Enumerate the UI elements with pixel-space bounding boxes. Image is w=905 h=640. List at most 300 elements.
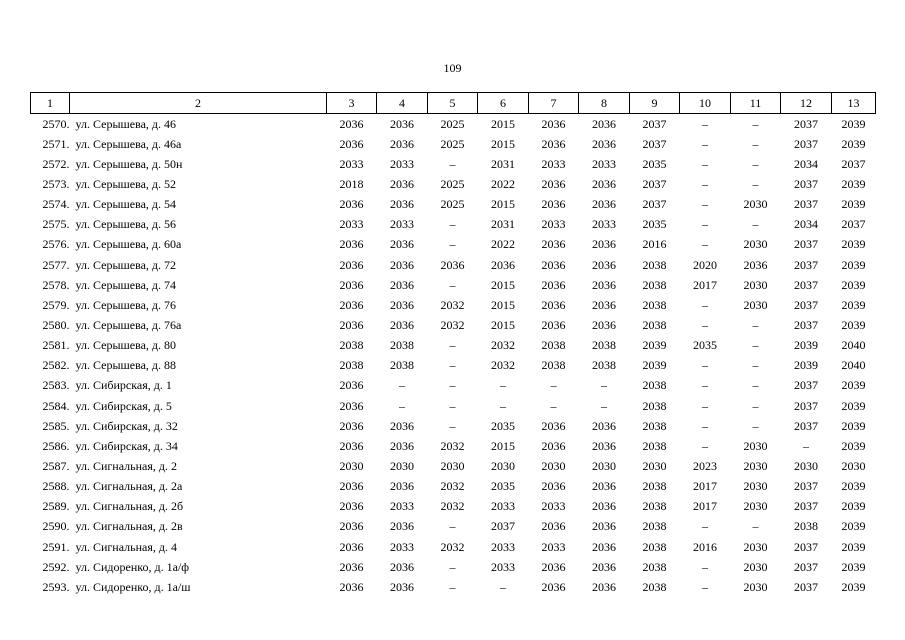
year-cell: – <box>752 317 759 332</box>
year-cell: 2037 <box>794 378 818 393</box>
year-cell: 2036 <box>592 297 616 312</box>
address-cell: ул. Серышева, д. 80 <box>75 338 177 353</box>
year-cell: 2039 <box>841 398 866 413</box>
year-cell: 2036 <box>592 579 616 594</box>
year-cell: – <box>449 559 456 574</box>
address-cell: ул. Сигнальная, д. 2б <box>75 499 184 514</box>
year-cell: 2033 <box>592 217 616 232</box>
year-cell: – <box>752 358 759 373</box>
year-cell: 2030 <box>743 277 768 292</box>
year-cell: 2030 <box>440 458 465 473</box>
year-cell: 2030 <box>592 458 616 473</box>
year-cell: 2039 <box>841 136 866 151</box>
year-cell: 2038 <box>642 438 667 453</box>
year-cell: 2036 <box>390 317 414 332</box>
year-cell: 2038 <box>642 418 667 433</box>
year-cell: 2038 <box>642 277 667 292</box>
year-cell: 2035 <box>693 338 717 353</box>
year-cell: – <box>752 116 759 131</box>
year-cell: 2036 <box>592 519 616 534</box>
address-cell: ул. Сибирская, д. 32 <box>75 418 178 433</box>
year-cell: 2036 <box>541 237 566 252</box>
year-cell: 2039 <box>841 499 866 514</box>
year-cell: 2037 <box>794 277 818 292</box>
year-cell: 2036 <box>541 479 566 494</box>
year-cell: 2036 <box>541 519 566 534</box>
year-cell: 2036 <box>592 136 616 151</box>
table-row <box>31 275 876 295</box>
year-cell: 2033 <box>390 217 414 232</box>
year-cell: 2037 <box>794 237 818 252</box>
year-cell: – <box>399 398 405 413</box>
year-cell: 2030 <box>642 458 667 473</box>
table-row <box>31 577 876 597</box>
column-header: 11 <box>731 93 781 114</box>
year-cell: – <box>550 398 557 413</box>
year-cell: – <box>752 156 759 171</box>
year-cell: 2030 <box>743 479 768 494</box>
column-header: 2 <box>70 93 327 114</box>
year-cell: 2036 <box>339 479 364 494</box>
year-cell: – <box>752 136 759 151</box>
year-cell: 2036 <box>390 519 414 534</box>
year-cell: 2032 <box>440 539 465 554</box>
table-row <box>31 376 876 396</box>
year-cell: – <box>752 338 759 353</box>
year-cell: 2038 <box>339 358 364 373</box>
year-cell: 2039 <box>841 378 866 393</box>
year-cell: 2036 <box>541 438 566 453</box>
year-cell: 2033 <box>491 539 515 554</box>
table-row <box>31 134 876 154</box>
table-row <box>31 537 876 557</box>
year-cell: 2017 <box>693 499 717 514</box>
address-cell: ул. Серышева, д. 76а <box>75 317 182 332</box>
year-cell: 2038 <box>642 579 667 594</box>
year-cell: 2039 <box>841 519 866 534</box>
year-cell: 2030 <box>743 579 768 594</box>
year-cell: – <box>702 317 708 332</box>
year-cell: 2036 <box>592 499 616 514</box>
year-cell: – <box>702 197 708 212</box>
year-cell: – <box>449 358 456 373</box>
year-cell: 2031 <box>491 217 515 232</box>
column-header: 1 <box>31 93 70 114</box>
year-cell: 2036 <box>592 317 616 332</box>
year-cell: 2020 <box>693 257 717 272</box>
year-cell: 2037 <box>794 116 818 131</box>
year-cell: – <box>752 418 759 433</box>
year-cell: 2038 <box>642 297 667 312</box>
year-cell: 2033 <box>390 156 414 171</box>
year-cell: 2036 <box>541 197 566 212</box>
year-cell: 2036 <box>339 398 364 413</box>
year-cell: 2038 <box>642 398 667 413</box>
year-cell: 2036 <box>592 277 616 292</box>
year-cell: – <box>702 418 708 433</box>
year-cell: 2036 <box>390 438 414 453</box>
year-cell: – <box>449 398 456 413</box>
year-cell: 2037 <box>794 197 818 212</box>
year-cell: 2036 <box>339 136 364 151</box>
year-cell: 2036 <box>592 237 616 252</box>
table-row <box>31 557 876 577</box>
year-cell: 2036 <box>390 136 414 151</box>
year-cell: 2039 <box>841 479 866 494</box>
column-header: 5 <box>428 93 478 114</box>
year-cell: 2023 <box>693 458 717 473</box>
address-cell: ул. Серышева, д. 72 <box>75 257 177 272</box>
year-cell: 2036 <box>339 277 364 292</box>
row-number: 2585. <box>42 418 70 433</box>
row-number: 2580. <box>42 317 70 332</box>
year-cell: – <box>752 378 759 393</box>
year-cell: 2038 <box>541 338 566 353</box>
year-cell: – <box>449 519 456 534</box>
table-row <box>31 396 876 416</box>
year-cell: 2025 <box>440 176 465 191</box>
year-cell: 2036 <box>339 539 364 554</box>
column-header: 9 <box>630 93 680 114</box>
year-cell: 2038 <box>642 559 667 574</box>
year-cell: 2030 <box>743 438 768 453</box>
year-cell: 2037 <box>642 176 667 191</box>
year-cell: 2039 <box>841 197 866 212</box>
year-cell: 2037 <box>794 317 818 332</box>
year-cell: – <box>702 378 708 393</box>
year-cell: 2036 <box>390 479 414 494</box>
table-row <box>31 295 876 315</box>
year-cell: 2036 <box>592 539 616 554</box>
year-cell: 2036 <box>339 559 364 574</box>
year-cell: 2037 <box>642 116 667 131</box>
table-row <box>31 436 876 456</box>
year-cell: 2038 <box>592 358 616 373</box>
row-number: 2577. <box>42 257 70 272</box>
year-cell: 2037 <box>794 176 818 191</box>
year-cell: 2038 <box>642 317 667 332</box>
year-cell: 2032 <box>491 358 515 373</box>
year-cell: 2033 <box>339 156 364 171</box>
year-cell: 2033 <box>390 499 414 514</box>
year-cell: 2015 <box>491 136 515 151</box>
year-cell: 2037 <box>794 418 818 433</box>
year-cell: 2036 <box>440 257 465 272</box>
year-cell: 2037 <box>794 539 818 554</box>
year-cell: 2037 <box>841 217 866 232</box>
year-cell: 2040 <box>841 338 866 353</box>
row-number: 2573. <box>42 176 70 191</box>
row-number: 2572. <box>42 156 70 171</box>
year-cell: 2032 <box>440 499 465 514</box>
year-cell: 2032 <box>440 479 465 494</box>
year-cell: 2038 <box>642 519 667 534</box>
year-cell: 2036 <box>541 176 566 191</box>
year-cell: 2032 <box>491 338 515 353</box>
year-cell: 2038 <box>642 479 667 494</box>
row-number: 2576. <box>42 237 70 252</box>
table-row <box>31 215 876 235</box>
year-cell: – <box>702 176 708 191</box>
year-cell: 2037 <box>794 559 818 574</box>
table-body <box>31 114 876 598</box>
year-cell: 2039 <box>841 579 866 594</box>
year-cell: 2036 <box>339 418 364 433</box>
year-cell: 2036 <box>339 297 364 312</box>
year-cell: 2030 <box>743 458 768 473</box>
year-cell: 2037 <box>841 156 866 171</box>
year-cell: 2038 <box>642 378 667 393</box>
year-cell: – <box>752 176 759 191</box>
address-cell: ул. Серышева, д. 88 <box>75 358 177 373</box>
year-cell: 2016 <box>642 237 667 252</box>
year-cell: 2036 <box>339 237 364 252</box>
year-cell: 2016 <box>693 539 717 554</box>
row-number: 2592. <box>42 559 70 574</box>
year-cell: 2040 <box>841 358 866 373</box>
year-cell: 2038 <box>642 499 667 514</box>
year-cell: 2039 <box>841 297 866 312</box>
row-number: 2574. <box>42 197 70 212</box>
year-cell: – <box>500 378 506 393</box>
address-cell: ул. Серышева, д. 46 <box>75 116 177 131</box>
year-cell: 2035 <box>642 156 667 171</box>
year-cell: – <box>702 398 708 413</box>
year-cell: – <box>702 237 708 252</box>
year-cell: 2036 <box>339 317 364 332</box>
year-cell: 2033 <box>592 156 616 171</box>
year-cell: 2036 <box>541 277 566 292</box>
year-cell: 2017 <box>693 277 717 292</box>
row-number: 2581. <box>42 338 70 353</box>
year-cell: 2033 <box>491 499 515 514</box>
table-row <box>31 195 876 215</box>
year-cell: 2039 <box>794 358 818 373</box>
year-cell: 2038 <box>541 358 566 373</box>
year-cell: – <box>752 398 759 413</box>
year-cell: – <box>752 519 759 534</box>
year-cell: 2038 <box>390 338 414 353</box>
year-cell: 2036 <box>339 579 364 594</box>
row-number: 2587. <box>42 458 70 473</box>
year-cell: 2030 <box>743 539 768 554</box>
table-row <box>31 456 876 476</box>
year-cell: 2036 <box>541 136 566 151</box>
row-number: 2578. <box>42 277 70 292</box>
row-number: 2586. <box>42 438 70 453</box>
year-cell: 2036 <box>541 116 566 131</box>
year-cell: 2039 <box>841 176 866 191</box>
year-cell: 2025 <box>440 136 465 151</box>
row-number: 2575. <box>42 217 70 232</box>
address-cell: ул. Серышева, д. 52 <box>75 176 177 191</box>
year-cell: 2022 <box>491 176 515 191</box>
year-cell: 2035 <box>491 418 515 433</box>
table-row <box>31 497 876 517</box>
year-cell: 2039 <box>841 237 866 252</box>
address-cell: ул. Серышева, д. 46а <box>75 136 182 151</box>
year-cell: 2030 <box>339 458 364 473</box>
year-cell: 2036 <box>541 317 566 332</box>
year-cell: – <box>702 519 708 534</box>
year-cell: – <box>803 438 809 453</box>
year-cell: 2015 <box>491 116 515 131</box>
header-row <box>31 93 876 114</box>
address-cell: ул. Серышева, д. 56 <box>75 217 177 232</box>
year-cell: 2033 <box>491 559 515 574</box>
year-cell: – <box>449 378 456 393</box>
year-cell: 2036 <box>390 197 414 212</box>
address-cell: ул. Сигнальная, д. 2 <box>75 458 177 473</box>
year-cell: 2036 <box>592 116 616 131</box>
year-cell: 2030 <box>491 458 515 473</box>
address-cell: ул. Сибирская, д. 34 <box>75 438 178 453</box>
address-cell: ул. Сибирская, д. 5 <box>75 398 172 413</box>
address-cell: ул. Сидоренко, д. 1а/ф <box>75 559 190 574</box>
year-cell: 2035 <box>642 217 667 232</box>
address-cell: ул. Серышева, д. 76 <box>75 297 177 312</box>
year-cell: 2036 <box>339 116 364 131</box>
year-cell: 2015 <box>491 277 515 292</box>
year-cell: 2025 <box>440 116 465 131</box>
address-cell: ул. Серышева, д. 74 <box>75 277 177 292</box>
year-cell: – <box>449 418 456 433</box>
year-cell: 2036 <box>339 519 364 534</box>
year-cell: 2033 <box>541 217 566 232</box>
row-number: 2589. <box>42 499 70 514</box>
column-header: 13 <box>832 93 876 114</box>
year-cell: 2036 <box>390 559 414 574</box>
year-cell: 2032 <box>440 317 465 332</box>
year-cell: 2032 <box>440 438 465 453</box>
year-cell: 2036 <box>390 579 414 594</box>
row-number: 2579. <box>42 297 70 312</box>
year-cell: 2015 <box>491 197 515 212</box>
year-cell: 2036 <box>592 438 616 453</box>
column-header: 7 <box>529 93 579 114</box>
column-header: 12 <box>781 93 832 114</box>
year-cell: 2036 <box>390 176 414 191</box>
year-cell: – <box>550 378 557 393</box>
year-cell: 2033 <box>390 539 414 554</box>
year-cell: 2036 <box>592 197 616 212</box>
year-cell: – <box>752 217 759 232</box>
row-number: 2571. <box>42 136 70 151</box>
year-cell: 2036 <box>592 257 616 272</box>
year-cell: 2037 <box>491 519 515 534</box>
year-cell: 2039 <box>794 338 818 353</box>
row-number: 2584. <box>42 398 70 413</box>
year-cell: 2037 <box>794 499 818 514</box>
address-cell: ул. Сигнальная, д. 2в <box>75 519 183 534</box>
year-cell: – <box>702 358 708 373</box>
address-cell: ул. Сигнальная, д. 2а <box>75 479 183 494</box>
year-cell: 2032 <box>440 297 465 312</box>
year-cell: 2039 <box>841 539 866 554</box>
year-cell: 2039 <box>841 116 866 131</box>
year-cell: 2036 <box>390 297 414 312</box>
year-cell: 2036 <box>339 499 364 514</box>
year-cell: 2039 <box>841 438 866 453</box>
year-cell: 2033 <box>541 499 566 514</box>
year-cell: 2038 <box>390 358 414 373</box>
year-cell: 2039 <box>642 338 667 353</box>
data-table <box>30 92 876 597</box>
year-cell: 2037 <box>794 297 818 312</box>
year-cell: – <box>702 116 708 131</box>
year-cell: – <box>702 217 708 232</box>
year-cell: 2030 <box>841 458 866 473</box>
page-number: 109 <box>443 61 462 75</box>
year-cell: 2030 <box>390 458 414 473</box>
year-cell: 2039 <box>841 317 866 332</box>
address-cell: ул. Сидоренко, д. 1а/ш <box>75 579 191 594</box>
table-row <box>31 315 876 335</box>
column-header: 3 <box>327 93 377 114</box>
year-cell: 2037 <box>794 257 818 272</box>
year-cell: 2036 <box>541 418 566 433</box>
table-row <box>31 416 876 436</box>
year-cell: 2038 <box>592 338 616 353</box>
year-cell: 2030 <box>743 559 768 574</box>
table-row <box>31 356 876 376</box>
year-cell: 2015 <box>491 438 515 453</box>
table-row <box>31 517 876 537</box>
year-cell: – <box>500 579 506 594</box>
year-cell: 2033 <box>541 539 566 554</box>
year-cell: 2015 <box>491 297 515 312</box>
year-cell: – <box>702 579 708 594</box>
year-cell: 2036 <box>339 197 364 212</box>
year-cell: 2036 <box>491 257 515 272</box>
year-cell: 2036 <box>339 438 364 453</box>
year-cell: – <box>500 398 506 413</box>
year-cell: – <box>601 378 607 393</box>
row-number: 2591. <box>42 539 70 554</box>
year-cell: 2036 <box>592 176 616 191</box>
year-cell: 2036 <box>592 418 616 433</box>
year-cell: 2037 <box>642 136 667 151</box>
year-cell: – <box>601 398 607 413</box>
year-cell: 2038 <box>794 519 818 534</box>
year-cell: 2036 <box>390 257 414 272</box>
year-cell: 2017 <box>693 479 717 494</box>
year-cell: 2018 <box>339 176 364 191</box>
year-cell: 2036 <box>541 257 566 272</box>
year-cell: 2030 <box>743 297 768 312</box>
address-cell: ул. Серышева, д. 50н <box>75 156 183 171</box>
year-cell: 2036 <box>390 237 414 252</box>
year-cell: 2030 <box>794 458 818 473</box>
row-number: 2570. <box>42 116 70 131</box>
year-cell: 2031 <box>491 156 515 171</box>
year-cell: 2036 <box>390 418 414 433</box>
year-cell: – <box>702 136 708 151</box>
year-cell: 2038 <box>642 539 667 554</box>
year-cell: 2039 <box>642 358 667 373</box>
row-number: 2593. <box>42 579 70 594</box>
year-cell: – <box>702 438 708 453</box>
year-cell: – <box>702 156 708 171</box>
table-row <box>31 235 876 255</box>
column-header: 10 <box>680 93 731 114</box>
year-cell: 2036 <box>541 579 566 594</box>
year-cell: 2039 <box>841 257 866 272</box>
year-cell: 2034 <box>794 217 818 232</box>
table-row <box>31 114 876 135</box>
year-cell: 2036 <box>743 257 768 272</box>
year-cell: – <box>449 579 456 594</box>
